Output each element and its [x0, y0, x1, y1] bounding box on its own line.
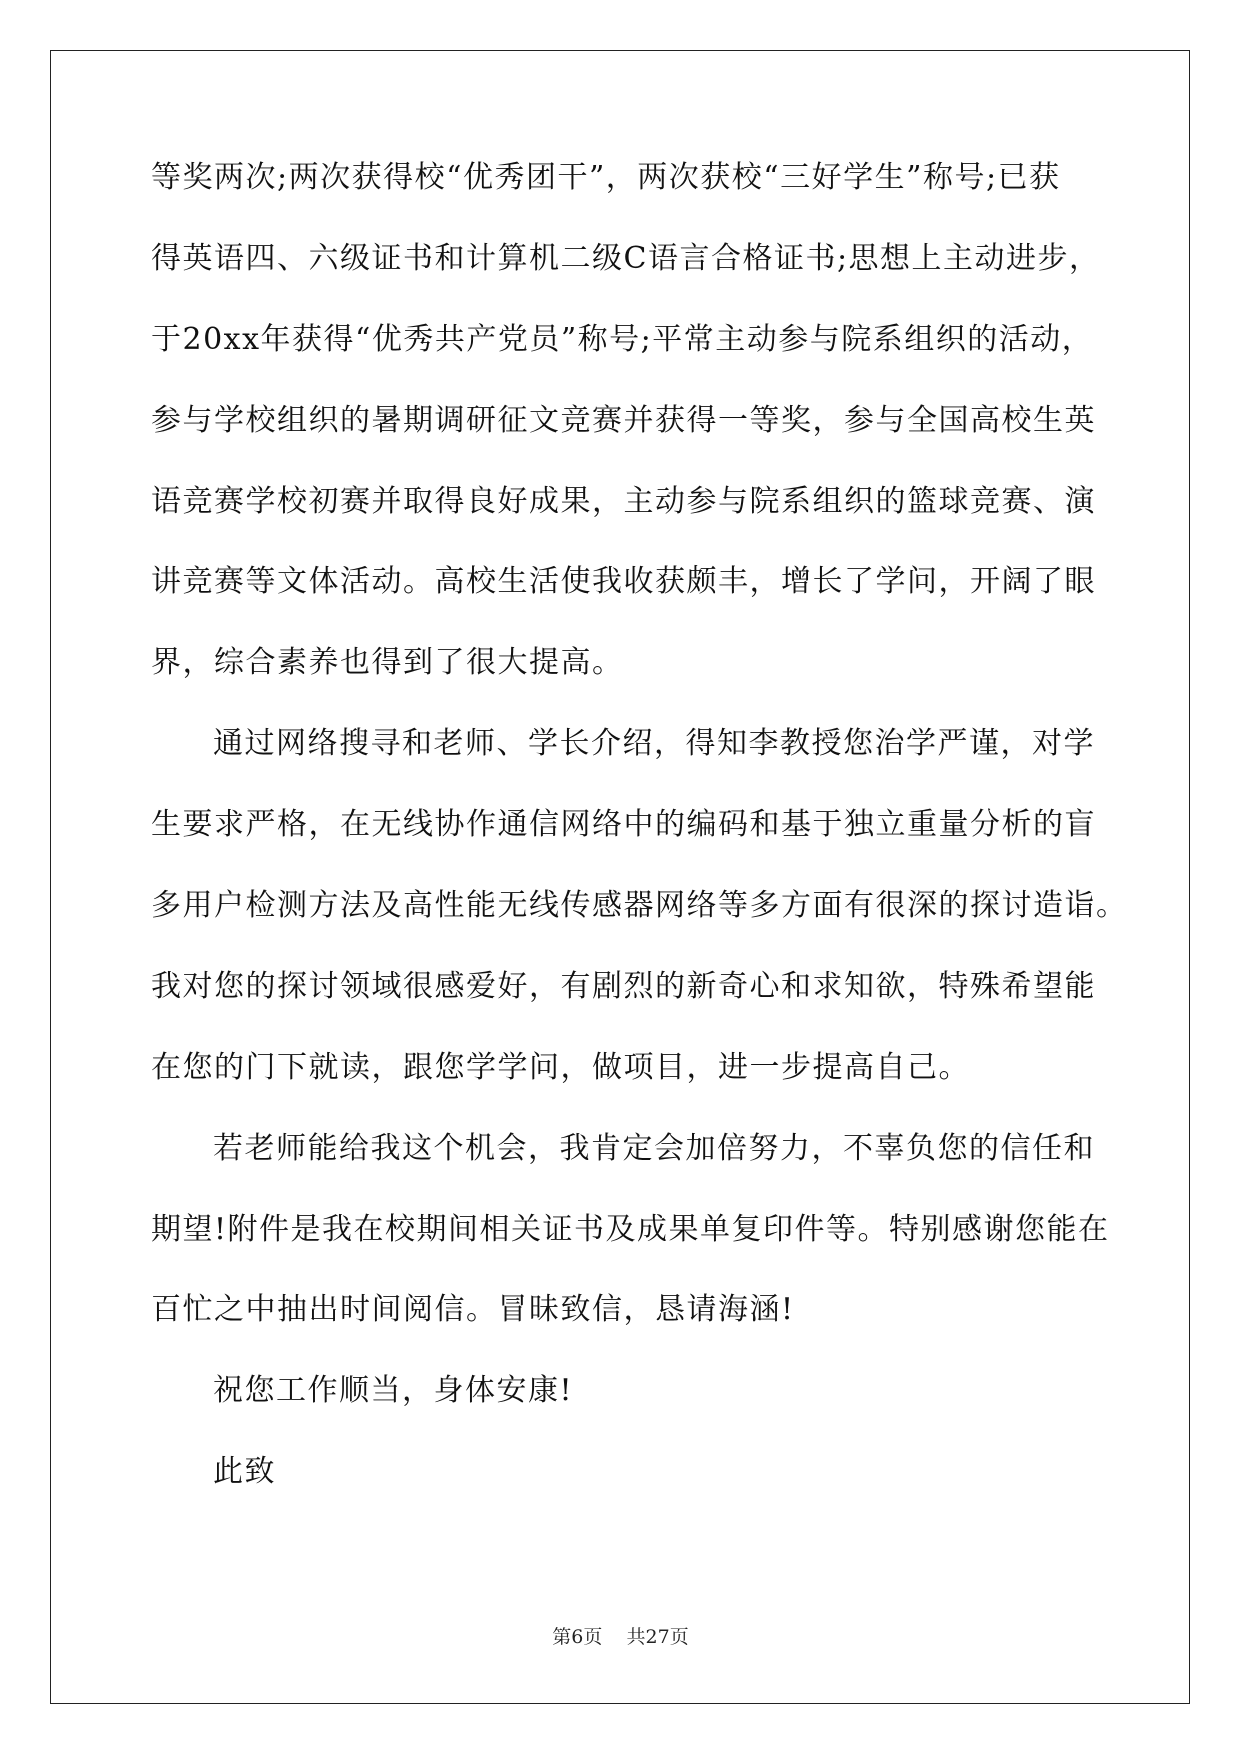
- page-number: 第6页: [552, 1626, 603, 1648]
- total-pages: 共27页: [626, 1626, 689, 1648]
- salutation: 此致: [213, 1454, 276, 1490]
- closing-wish: 祝您工作顺当，身体安康!: [213, 1373, 574, 1409]
- text-line: 界，综合素养也得到了很大提高。: [151, 645, 624, 681]
- letter-body: [151, 160, 1128, 1535]
- text-line: 讲竞赛等文体活动。高校生活使我收获颇丰，增长了学问，开阔了眼: [151, 564, 1096, 600]
- text-line: 我对您的探讨领域很感爱好，有剧烈的新奇心和求知欲，特殊希望能: [151, 968, 1096, 1004]
- text-line: 生要求严格，在无线协作通信网络中的编码和基于独立重量分析的盲: [151, 807, 1096, 843]
- paragraph-start-line: 通过网络搜寻和老师、学长介绍，得知李教授您治学严谨，对学: [213, 726, 1095, 762]
- paragraph-start-line: 若老师能给我这个机会，我肯定会加倍努力，不辜负您的信任和: [213, 1130, 1095, 1166]
- text-line: 参与学校组织的暑期调研征文竞赛并获得一等奖，参与全国高校生英: [151, 402, 1096, 438]
- text-line: 于20xx年获得“优秀共产党员”称号;平常主动参与院系组织的活动，: [151, 321, 1094, 357]
- text-line: 得英语四、六级证书和计算机二级C语言合格证书;思想上主动进步，: [151, 240, 1101, 276]
- text-line: 在您的门下就读，跟您学学问，做项目，进一步提高自己。: [151, 1049, 970, 1085]
- text-line: 百忙之中抽出时间阅信。冒昧致信，恳请海涵!: [151, 1292, 795, 1328]
- text-line: 等奖两次;两次获得校“优秀团干”，两次获校“三好学生”称号;已获: [151, 160, 1061, 195]
- text-line: 语竞赛学校初赛并取得良好成果，主动参与院系组织的篮球竞赛、演: [151, 483, 1096, 519]
- text-line: 多用户检测方法及高性能无线传感器网络等多方面有很深的探讨造诣。: [151, 888, 1128, 924]
- text-line: 期望!附件是我在校期间相关证书及成果单复印件等。特别感谢您能在: [151, 1211, 1110, 1247]
- page-footer: [0, 1622, 1241, 1649]
